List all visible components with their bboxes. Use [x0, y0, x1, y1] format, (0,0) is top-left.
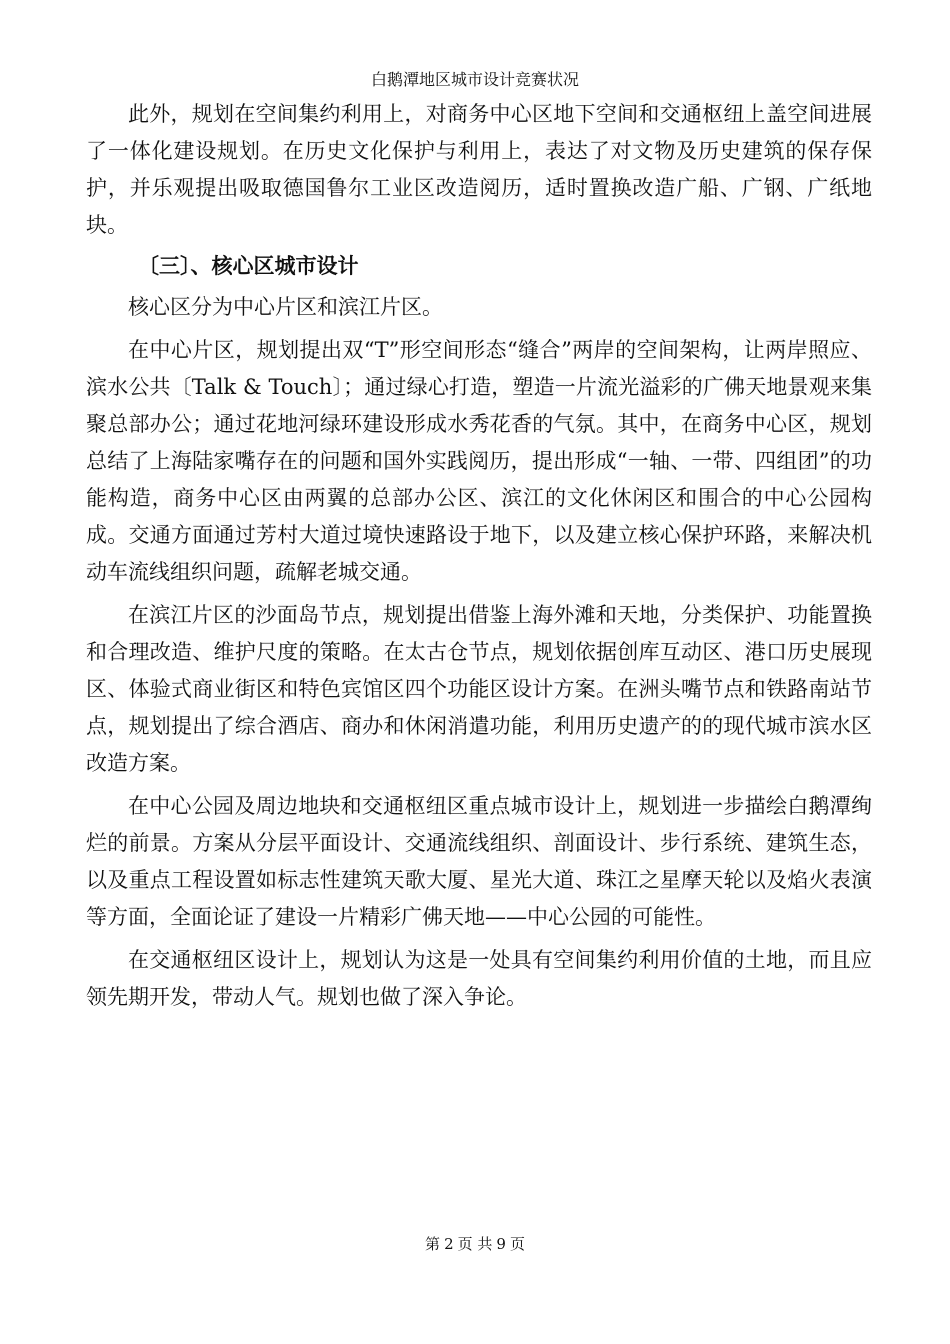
page-header: 白鹅潭地区城市设计竞赛状况	[370, 70, 579, 89]
section-heading: 〔三〕、核心区城市设计	[138, 254, 359, 278]
document-body	[86, 96, 872, 1016]
paragraph-transport-hub: 在交通枢纽区设计上，规划认为这是一处具有空间集约利用价值的土地，而且应领先期开发，带动人气。规划也做了深入争论。	[86, 948, 872, 1009]
footer-total-pages: 9	[496, 1235, 506, 1253]
footer-prefix: 第	[425, 1235, 441, 1253]
footer-middle: 页 共	[457, 1235, 493, 1253]
paragraph-riverside-area: 在滨江片区的沙面岛节点，规划提出借鉴上海外滩和天地，分类保护、功能置换和合理改造、维护尺度的策略。在太古仓节点，规划依据创库互动区、港口历史展现区、体验式商业街区和特色宾馆区四个功能区设计方案。在洲头嘴节点和铁路南站节点，规划提出了综合酒店、商办和休闲消遣功能，利用历史遗产的的现代城市滨水区改造方案。	[86, 603, 872, 775]
paragraph-central-area: 在中心片区，规划提出双“T”形空间形态“缝合”两岸的空间架构，让两岸照应、滨水公共〔Talk & Touch〕；通过绿心打造，塑造一片流光溢彩的广佛天地景观来集聚总部办公；通过花地河绿环建设形成水秀花香的气氛。其中，在商务中心区，规划总结了上海陆家嘴存在的问题和国外实践阅历，提出形成“一轴、一带、四组团”的功能构造，商务中心区由两翼的总部办公区、滨江的文化休闲区和围合的中心公园构成。交通方面通过芳村大道过境快速路设于地下，以及建立核心保护环路，来解决机动车流线组织问题，疏解老城交通。	[86, 338, 872, 584]
paragraph-central-park: 在中心公园及周边地块和交通枢纽区重点城市设计上，规划进一步描绘白鹅潭绚烂的前景。方案从分层平面设计、交通流线组织、剖面设计、步行系统、建筑生态，以及重点工程设置如标志性建筑天歌大厦、星光大道、珠江之星摩天轮以及焰火表演等方面，全面论证了建设一片精彩广佛天地——中心公园的可能性。	[86, 794, 872, 929]
footer-current-page: 2	[444, 1235, 454, 1253]
paragraph-space-use: 此外，规划在空间集约利用上，对商务中心区地下空间和交通枢纽上盖空间进展了一体化建设规划。在历史文化保护与利用上，表达了对文物及历史建筑的保存保护，并乐观提出吸取德国鲁尔工业区改造阅历，适时置换改造广船、广钢、广纸地块。	[86, 102, 872, 237]
footer-suffix: 页	[509, 1235, 525, 1253]
paragraph-core-area-intro: 核心区分为中心片区和滨江片区。	[128, 295, 443, 319]
page-footer	[0, 1234, 950, 1254]
